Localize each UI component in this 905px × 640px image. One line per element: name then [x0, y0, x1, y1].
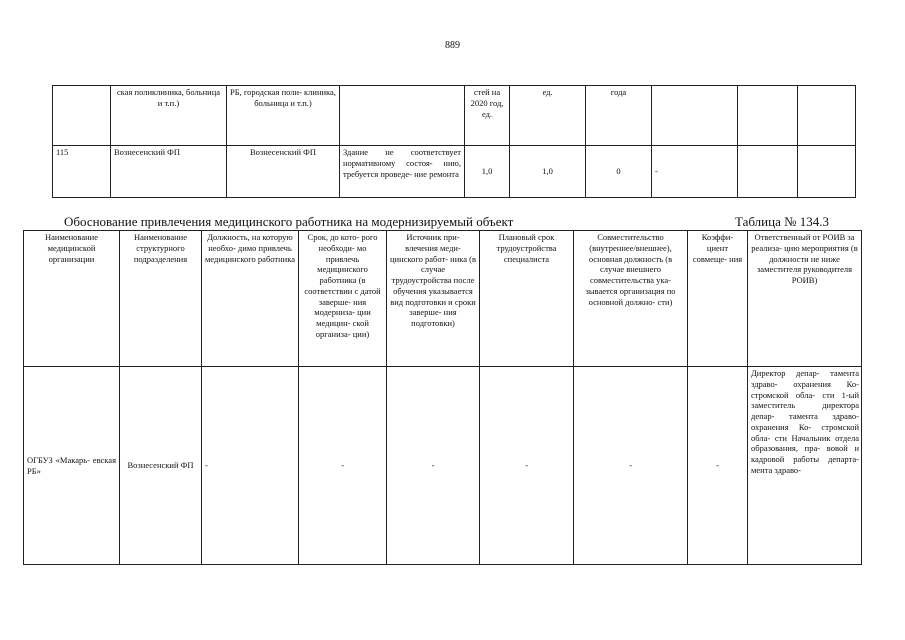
table-cell-source: -: [387, 367, 480, 565]
table-cell: [652, 86, 738, 146]
table-row: [24, 367, 862, 565]
table-cell: 0: [586, 146, 652, 198]
table-cell-planned: -: [480, 367, 574, 565]
table-cell: РБ, городская поли- клиника, больница и т.п.): [227, 86, 340, 146]
table-cell: [798, 86, 856, 146]
table-cell: 1,0: [465, 146, 510, 198]
table-cell: 1,0: [510, 146, 586, 198]
column-header: Плановый срок трудоустройства специалиста: [480, 231, 574, 367]
table-cell-position: -: [202, 367, 299, 565]
table-cell: года: [586, 86, 652, 146]
table-cell: 115: [53, 146, 111, 198]
table-cell: [798, 146, 856, 198]
column-header: Коэффи- циент совмеще- ния: [688, 231, 748, 367]
table-cell: ская поликлиника, больница и т.п.): [111, 86, 227, 146]
column-header: Срок, до кото- рого необходи- мо привлечь медицинского работника (в соответствии с датой заверше- ния модерниза- ции медицин- ской организа- ции): [299, 231, 387, 367]
table-cell: ед.: [510, 86, 586, 146]
table-cell-org: ОГБУЗ «Макарь- евская РБ»: [24, 367, 120, 565]
table-number-label: Таблица № 134.3: [735, 214, 830, 229]
document-title: Обоснование привлечения медицинского работника на модернизируемый объект: [64, 214, 514, 229]
table-cell-unit: Вознесенский ФП: [120, 367, 202, 565]
table-cell: Вознесенский ФП: [111, 146, 227, 198]
table-cell-deadline: -: [299, 367, 387, 565]
table-cell-combination: -: [574, 367, 688, 565]
column-header: Наименование структурного подразделения: [120, 231, 202, 367]
table-header-row: [24, 231, 862, 367]
column-header: Наименование медицинской организации: [24, 231, 120, 367]
column-header: Источник при- влечения меди- цинского работ- ника (в случае трудоустройства после обучения указывается вид подготовки и сроки заверше- ния подготовки): [387, 231, 480, 367]
table-cell: -: [652, 146, 738, 198]
table-cell: стей на 2020 год, ед.: [465, 86, 510, 146]
page-number: 889: [445, 40, 460, 51]
table-cell: [738, 146, 798, 198]
table-row: [53, 146, 856, 198]
table-continuation: [52, 85, 856, 198]
column-header: Ответственный от РОИВ за реализа- цию мероприятия (в должности не ниже заместителя руководителя РОИВ): [748, 231, 862, 367]
table-row: [53, 86, 856, 146]
table-cell: [53, 86, 111, 146]
column-header: Совместительство (внутреннее/внешнее), основная должность (в случае внешнего совместительства ука- зывается организация по основной должно- сти): [574, 231, 688, 367]
column-header: Должность, на которую необхо- димо привлечь медицинского работника: [202, 231, 299, 367]
table-cell: [340, 86, 465, 146]
table-cell-coef: -: [688, 367, 748, 565]
table-cell: Здание не соответствует нормативному состоя- нию, требуется проведе- ние ремонта: [340, 146, 465, 198]
table-staff-justification: [23, 230, 862, 565]
table-cell: [738, 86, 798, 146]
table-cell-responsible: Директор депар- тамента здраво- охранения Ко- стромской обла- сти 1-ый заместитель директора депар- тамента здраво- охранения Ко- стромской обла- сти Начальник отдела образования, пра- вовой и кадровой работы департа- мента здраво-: [748, 367, 862, 565]
table-cell: Вознесенский ФП: [227, 146, 340, 198]
